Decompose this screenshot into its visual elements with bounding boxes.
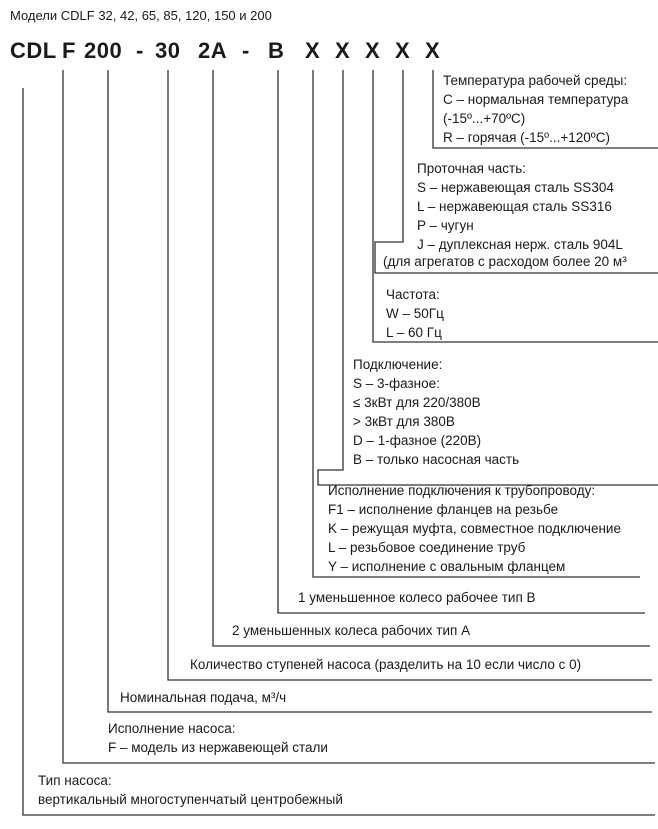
- block-line: Y – исполнение с овальным фланцем: [328, 559, 566, 574]
- block-line: L – 60 Гц: [386, 325, 442, 340]
- block-line: F – модель из нержавеющей стали: [108, 740, 328, 755]
- code-frequency: X: [365, 38, 381, 63]
- code-flow-part: X: [395, 38, 411, 63]
- code-dash: -: [136, 38, 144, 63]
- code-temperature: X: [425, 38, 441, 63]
- block-heading: Подключение:: [353, 357, 443, 372]
- block-line: D – 1-фазное (220В): [353, 433, 482, 448]
- block-line: R – горячая (-15º...+120ºС): [443, 130, 610, 145]
- block-line: J – дуплексная нерж. сталь 904L: [417, 237, 623, 252]
- block-heading: Температура рабочей среды:: [443, 73, 628, 88]
- block-line: S – нержавеющая сталь SS304: [417, 180, 614, 195]
- block-temperature: [443, 71, 628, 147]
- block-flow-rate: [120, 688, 286, 707]
- block-heading: Проточная часть:: [417, 161, 526, 176]
- block-line: вертикальный многоступенчатый центробежный: [38, 792, 343, 807]
- block-line: (для агрегатов с расходом более 20 м³: [383, 254, 627, 269]
- block-line: (-15º...+70ºС): [443, 111, 526, 126]
- block-line: W – 50Гц: [386, 306, 444, 321]
- block-flow-part-note: [383, 252, 627, 271]
- block-line: B – только насосная часть: [353, 452, 520, 467]
- block-execution: [108, 719, 328, 757]
- code-flow: 200: [84, 38, 123, 63]
- block-pump-type: [38, 771, 343, 809]
- code-series: CDL: [10, 38, 57, 63]
- block-heading: Частота:: [386, 287, 440, 302]
- code-connection: X: [335, 38, 351, 63]
- block-flow-part: [417, 159, 623, 254]
- block-heading: Исполнение подключения к трубопроводу:: [328, 483, 596, 498]
- block-line: P – чугун: [417, 218, 474, 233]
- code-material: F: [62, 38, 76, 63]
- block-line: 1 уменьшенное колесо рабочее тип В: [298, 590, 536, 605]
- block-line: ≤ 3кВт для 220/380В: [353, 395, 481, 410]
- code-dash: -: [242, 38, 250, 63]
- block-line: S – 3-фазное:: [353, 376, 440, 391]
- block-line: > 3кВт для 380В: [353, 414, 455, 429]
- block-pipe-connection: [328, 481, 621, 576]
- code-pipe: X: [305, 38, 321, 63]
- code-stages: 30: [155, 38, 181, 63]
- block-impeller-b: [298, 588, 536, 607]
- block-line: Количество ступеней насоса (разделить на 10 если число с 0): [190, 657, 582, 672]
- block-heading: Исполнение насоса:: [108, 721, 236, 736]
- block-connection: [353, 355, 519, 469]
- block-line: Номинальная подача, м³/ч: [120, 690, 287, 705]
- block-line: K – режущая муфта, совместное подключение: [328, 521, 621, 536]
- block-line: С – нормальная температура: [443, 92, 629, 107]
- block-heading: Тип насоса:: [38, 773, 112, 788]
- code-impellers: 2A: [198, 38, 228, 63]
- block-line: 2 уменьшенных колеса рабочих тип А: [232, 623, 471, 638]
- code-impeller-b: B: [268, 38, 285, 63]
- block-line: F1 – исполнение фланцев на резьбе: [328, 502, 559, 517]
- block-line: L – резьбовое соединение труб: [328, 540, 526, 555]
- block-frequency: [386, 285, 444, 342]
- block-impeller-a: [232, 621, 470, 640]
- diagram-title: Модели CDLF 32, 42, 65, 85, 120, 150 и 200: [10, 8, 272, 23]
- block-line: L – нержавеющая сталь SS316: [417, 199, 612, 214]
- block-stages: [190, 655, 581, 674]
